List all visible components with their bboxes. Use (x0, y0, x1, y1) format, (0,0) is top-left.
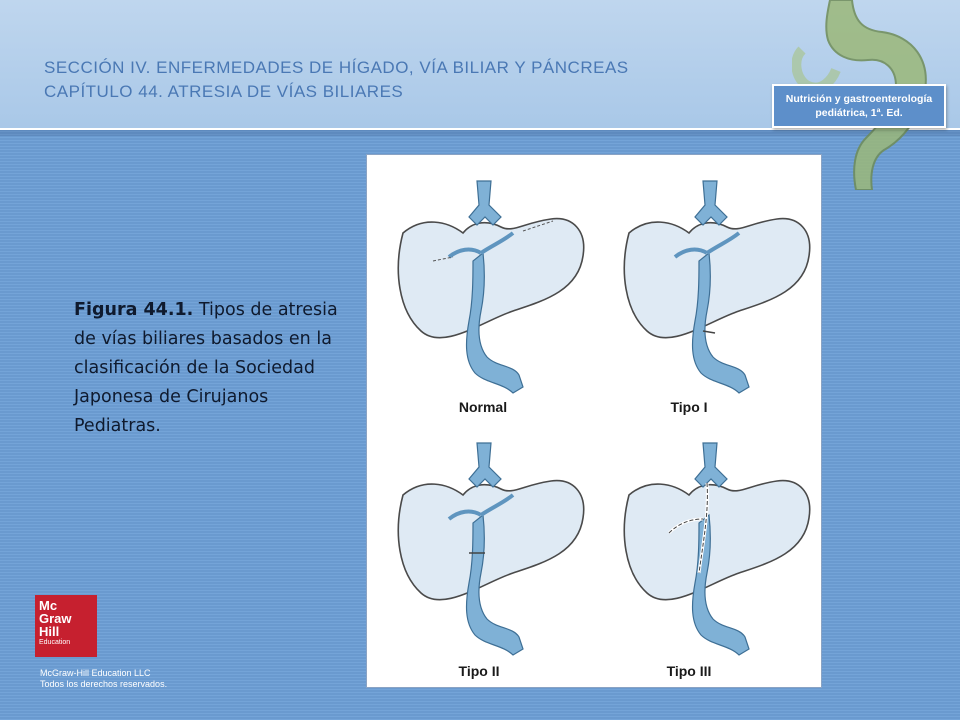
logo-line-2: Graw (39, 611, 72, 626)
label-tipo-iii: Tipo III (666, 663, 712, 679)
book-title-line-1: Nutrición y gastroenterología (785, 93, 933, 105)
caption-text: Tipos de atresia de vías biliares basados en la clasificación de la Sociedad Japonesa de Cirujanos Pediatras. (74, 300, 338, 436)
biliary-atresia-diagram (367, 155, 821, 687)
book-title-badge (772, 84, 946, 128)
copyright-notice (40, 668, 167, 690)
figure-panel (366, 154, 822, 688)
section-title: SECCIÓN IV. ENFERMEDADES DE HÍGADO, VÍA BILIAR Y PÁNCREAS (44, 58, 629, 77)
label-tipo-i: Tipo I (670, 399, 708, 415)
logo-line-3: Hill (39, 624, 60, 639)
book-title-line-2: pediátrica, 1ª. Ed. (815, 107, 903, 119)
figure-caption (74, 296, 346, 441)
label-normal: Normal (458, 399, 508, 415)
logo-line-4: Education (39, 639, 71, 646)
label-tipo-ii: Tipo II (458, 663, 500, 679)
panel-tipo-i (624, 181, 809, 393)
chapter-title: CAPÍTULO 44. ATRESIA DE VÍAS BILIARES (44, 82, 404, 101)
figure-number: Figura 44.1. (74, 300, 194, 320)
panel-tipo-ii (398, 443, 583, 655)
logo-line-1: Mc (39, 598, 58, 613)
panel-normal (398, 181, 583, 393)
copyright-line-1: McGraw-Hill Education LLC (40, 668, 151, 678)
copyright-line-2: Todos los derechos reservados. (40, 679, 168, 689)
panel-tipo-iii (624, 443, 809, 655)
mcgraw-hill-logo (35, 595, 97, 657)
